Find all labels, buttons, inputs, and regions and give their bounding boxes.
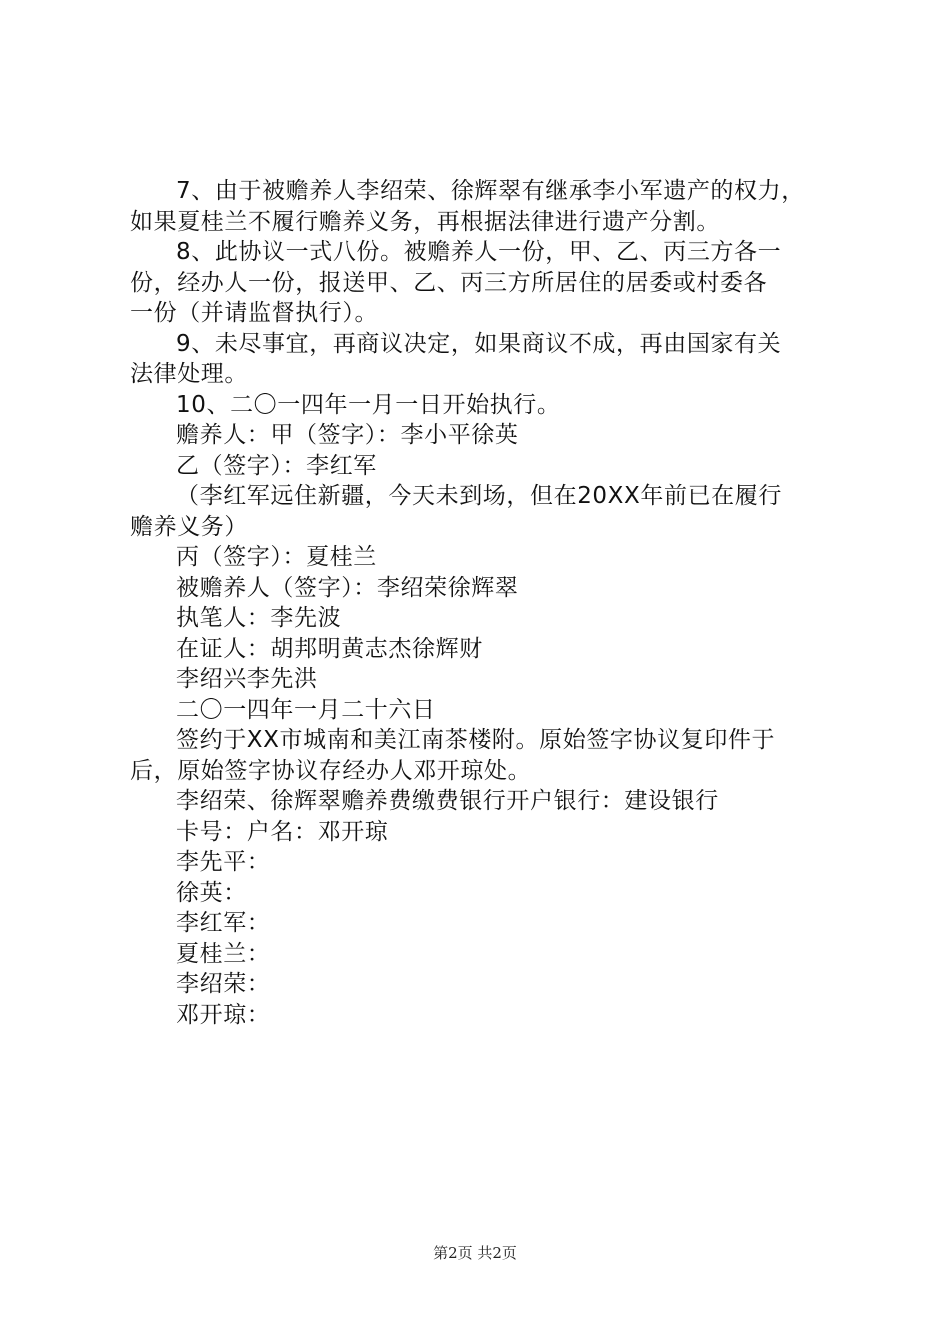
text-line: 徐英： bbox=[176, 879, 247, 906]
text-line: （李红军远住新疆，今天未到场，但在20XX年前已在履行 bbox=[176, 483, 782, 509]
text-line: 执笔人：李先波 bbox=[176, 605, 342, 631]
text-line: 李绍荣： bbox=[176, 971, 271, 997]
text-line: 乙（签字）：李红军 bbox=[176, 452, 377, 479]
text-line: 二〇一四年一月二十六日 bbox=[176, 696, 436, 723]
document-body bbox=[130, 176, 835, 1030]
text-line: 邓开琼： bbox=[176, 1001, 271, 1028]
text-line: 7、由于被赡养人李绍荣、徐辉翠有继承李小军遗产的权力， bbox=[176, 178, 805, 204]
text-line: 夏桂兰： bbox=[176, 940, 271, 967]
text-line: 在证人：胡邦明黄志杰徐辉财 bbox=[176, 635, 483, 662]
text-line: 法律处理。 bbox=[130, 361, 248, 387]
text-line: 李绍荣、徐辉翠赡养费缴费银行开户银行：建设银行 bbox=[176, 788, 719, 814]
text-line: 李红军： bbox=[176, 910, 271, 936]
text-line: 8、此协议一式八份。被赡养人一份，甲、乙、丙三方各一 bbox=[176, 239, 782, 265]
text-line: 9、未尽事宜，再商议决定，如果商议不成，再由国家有关 bbox=[176, 330, 782, 357]
text-line: 丙（签字）：夏桂兰 bbox=[176, 544, 377, 570]
text-line: 卡号：户名：邓开琼 bbox=[176, 818, 389, 845]
text-line: 李绍兴李先洪 bbox=[176, 666, 318, 692]
text-line: 李先平： bbox=[176, 849, 271, 875]
text-line: 被赡养人（签字）：李绍荣徐辉翠 bbox=[176, 574, 519, 601]
text-line: 赡养人：甲（签字）：李小平徐英 bbox=[176, 422, 519, 448]
text-line: 一份（并请监督执行）。 bbox=[130, 300, 379, 326]
text-line: 10、二〇一四年一月一日开始执行。 bbox=[176, 391, 561, 418]
text-line: 签约于XX市城南和美江南茶楼附。原始签字协议复印件于 bbox=[176, 727, 776, 753]
text-line: 份，经办人一份，报送甲、乙、丙三方所居住的居委或村委各 bbox=[130, 269, 768, 296]
text-line: 赡养义务） bbox=[130, 513, 248, 540]
text-line: 如果夏桂兰不履行赡养义务，再根据法律进行遗产分割。 bbox=[130, 208, 720, 235]
text-line: 后，原始签字协议存经办人邓开琼处。 bbox=[130, 757, 532, 784]
page-number-footer: 第2页 共2页 bbox=[433, 1244, 517, 1262]
